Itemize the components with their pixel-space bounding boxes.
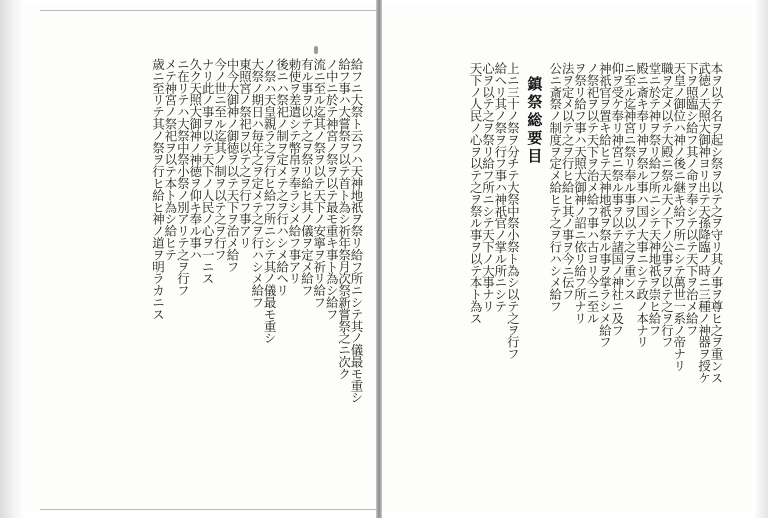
text-column: 久ク天照大御神ノ神徳ヲ仰キ奉ル事ハ <box>187 58 203 261</box>
text-column: ノ中ニ於テ神宮ノ祭ヲ以テ最モ重キ事ト為シ給フ <box>324 58 340 320</box>
scan-edge-left <box>0 0 24 518</box>
text-column: 勅使ヲ差遣シテ幣帛ヲ奉ラシメ給フ事アリ <box>286 58 302 285</box>
text-column: ナリ此ノ事ヲ以テ天下ノ人民ノ心ヲ一ニス <box>200 58 216 285</box>
text-column: 歳ニ至リテ其ノ祭ヲ行ヒ給ヒ神ノ道ヲ明ラカニス <box>150 58 166 320</box>
text-column: 今ノ世ニ至ル迄其ノ制ヲ以テ之ヲ行フ <box>212 58 228 261</box>
text-column: ノ祭ハ天皇親ラ之ヲ行ヒ給フ所ニシテ其ノ儀最モ重シ <box>262 58 278 344</box>
text-column: 天皇ノ御位ハ神ノ後ニ継キ給フ所ニシテ萬世一系ノ帝ナリ <box>671 62 687 372</box>
left-page <box>24 6 376 512</box>
text-column: 職ヲ定メ以テ大殿ニ祭ル天ノ下ノ公事ヲ以テ之ヲ行フ <box>659 62 675 348</box>
text-column: 後ニハ祭祀ノ制ヲ定メテ之ヲ行ハシメ給ヘリ <box>274 58 290 297</box>
text-column: 天下ノ人民ノ心ヲ以テ之ヲ祭ル事ヲ以テ本ト為ス <box>468 62 484 324</box>
text-column: 堂ニ於テ神ヲ祭リ給フ所ニシテ天神地祇ヲ崇ヒ給フ <box>646 62 662 336</box>
text-column: 仰ヲ受ケ奉リ神宮ニ祭ル事ヲ以テ諸国ノ神社ニ及フ <box>609 62 625 336</box>
text-column: メテ神宮ノ祭祀ヲ以テ本ト為シ給ヒテ <box>162 58 178 261</box>
text-column: 給フ事ハ大嘗祭ヲ以テ首ト為シ祈年祭月次祭新嘗祭之ニ次ク <box>336 58 352 380</box>
text-column: 給フニ大祭ト云フハ天神地祇ヲ祭リ給フ所ニシテ其ノ儀最モ重シ <box>349 58 364 404</box>
text-column: 心ヲ以テ之ヲ祭リ給フ所ニシテ天下ノ大事ナリ <box>480 62 496 312</box>
text-column: 公ニ斎祭ノ制度ヲ定メ給ヒテ之ヲ行ハシメ給フ <box>547 62 563 312</box>
text-column: 殿ニ斎キ奉リ神ヲ祭ル事ハ国ノ大事ニシテ政ノ本ナリ <box>634 62 650 348</box>
left-page-text <box>44 6 362 512</box>
scan-edge-right <box>754 0 768 518</box>
text-column: 下ヲ照臨シ給フ其ノ命ヲ奉シテ以テ天下ヲ治メ給フ <box>684 62 700 336</box>
text-column: 大祭ノ期日ハ毎年之ヲ定メテ之ヲ行ハシメ給フ <box>249 58 265 308</box>
text-column: 本ヲ以テ名ヲ起シ祭ヲ以テ之ヲ守リ其ノ事ヲ尊ヒ之ヲ重ンス <box>709 62 724 384</box>
section-heading: 鎮祭総要目 <box>525 76 544 166</box>
right-page <box>382 6 752 512</box>
page-mark <box>314 46 318 54</box>
text-column: 有ル事ヲ以テ之ヲ祭リ給ヒ其ノ儀ヲ定メ給フ <box>299 58 315 297</box>
text-column: 中今大御神ノ御徳ヲ以テ天下ヲ治メ給フ <box>224 58 240 273</box>
text-column: 武徳ノ天照大御神ヨリ出テ天孫降臨ノ時ニ三種ノ神器ヲ授ケ <box>696 62 712 384</box>
text-column: ニ至ル迄神宮ニ祭リ奉ル事ヲ以テ之ヲ重ンス <box>622 62 638 301</box>
text-column: ノ祭祀ヲ以テ天下ヲ治メ給フ事ハ古ヨリ今ニ至ル <box>584 62 600 324</box>
text-column: 給ヘリ其ノ祭ヲ行フ事ハ神祇官ノ掌ル所ニシテ <box>492 62 508 312</box>
right-page-text <box>390 6 722 512</box>
text-column: ヲ祭リ給フ事ハ天照大御神ノ詔ニ依リ給フ所ナリ <box>572 62 588 324</box>
text-column: 法ヲ定メ以テ之ヲ行ヒ給ヒ其ノ事ヲ今ニ伝フ <box>560 62 576 301</box>
text-column: ニ在リテハ大祭中祭小祭ノ別アリテ之ヲ行フ <box>175 58 191 297</box>
text-column: 東照宮ノ祭祀ヲ以テ之ヲ行フ事アリ <box>237 58 253 249</box>
text-column: 上ニ三十ノ祭ヲ分チテ大祭中祭小祭ト為シ以テ之ヲ行フ <box>505 62 521 360</box>
text-column: 神祇官ヲ置キ給ヒテ天神地祇ヲ祭ル事ヲ掌ラシメ給フ <box>597 62 613 348</box>
text-column: 流ニ至ル迄其ノ祭ヲ以テ天下ノ安寧ヲ祈リ給フ <box>311 58 327 308</box>
